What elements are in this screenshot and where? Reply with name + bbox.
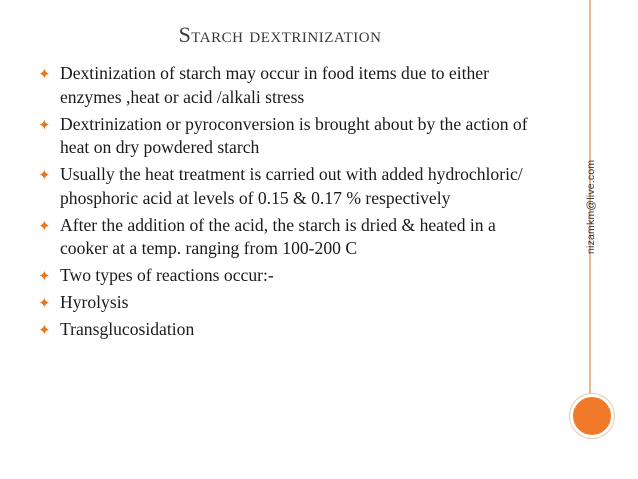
bullet-icon: ✦ xyxy=(38,115,51,134)
bullet-item xyxy=(38,62,543,109)
bullet-item xyxy=(38,214,543,261)
bullet-text: After the addition of the acid, the starch is dried & heated in a cooker at a temp. ranging from 100-200 C xyxy=(60,214,496,258)
bullet-icon: ✦ xyxy=(38,166,51,184)
bullet-item xyxy=(38,318,543,342)
bullet-item xyxy=(38,113,543,160)
bullet-text: Dextinization of starch may occur in food items due to either enzymes ,heat or acid /alkali stress xyxy=(60,63,489,107)
bullet-item xyxy=(38,291,543,315)
bullet-text: Usually the heat treatment is carried out with added hydrochloric/ phosphoric acid at levels of 0.15 & 0.17 % respectively xyxy=(60,164,523,208)
slide-title: Starch dextrinization xyxy=(178,22,382,47)
bullet-text: Two types of reactions occur:- xyxy=(60,265,274,285)
bullet-icon: ✦ xyxy=(38,294,51,312)
bullet-icon: ✦ xyxy=(38,65,51,83)
author-email: nizamkm@live.com xyxy=(585,159,597,254)
bullet-icon: ✦ xyxy=(38,267,51,285)
bullet-text: Hyrolysis xyxy=(60,292,129,312)
bullet-text: Dextrinization or pyroconversion is brought about by the action of heat on dry powdered starch xyxy=(60,113,528,157)
bullet-icon: ✦ xyxy=(38,216,51,235)
bullet-text: Transglucosidation xyxy=(60,319,195,339)
bullet-list xyxy=(38,62,543,345)
bullet-item xyxy=(38,264,543,288)
bullet-item xyxy=(38,163,543,210)
orange-circle-icon xyxy=(570,394,614,438)
bullet-icon: ✦ xyxy=(38,321,51,339)
